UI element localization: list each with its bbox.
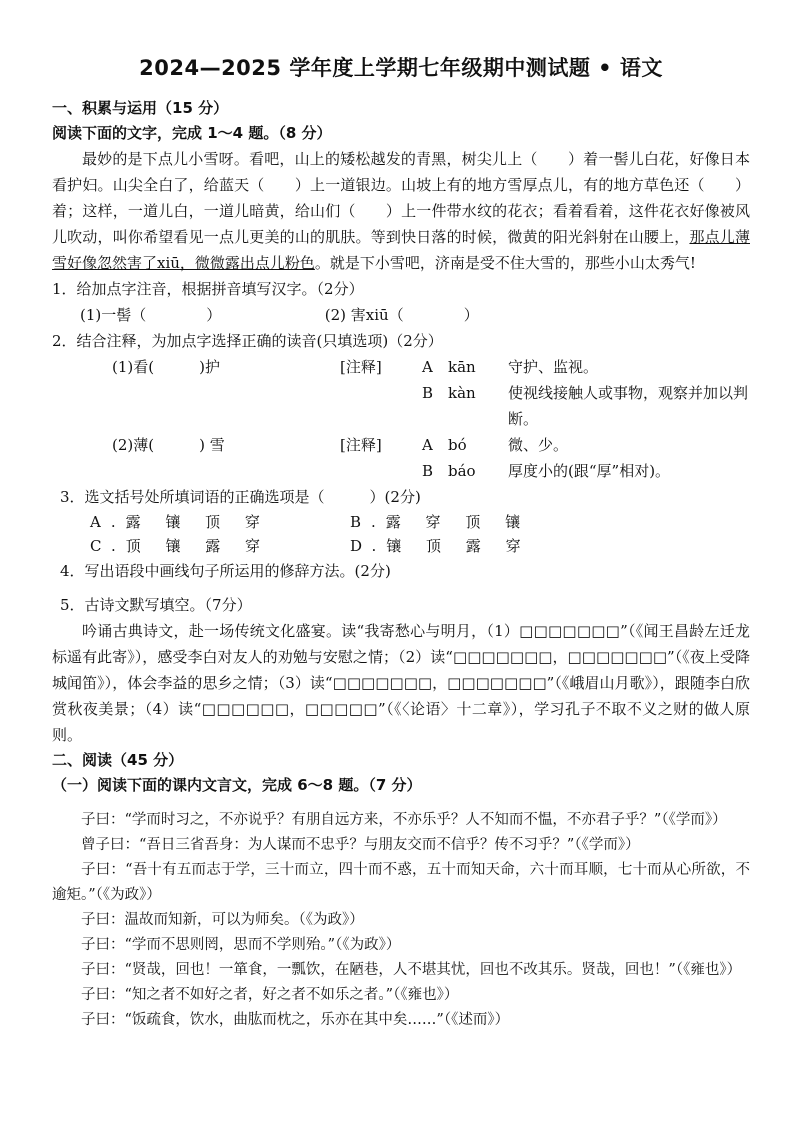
classical-line: 子曰：温故而知新，可以为师矣。（《为政》） — [81, 912, 364, 928]
q2-item1-b — [52, 380, 750, 432]
q2-item2-b — [52, 458, 750, 484]
page-title: 2024—2025 学年度上学期七年级期中测试题 • 语文 — [139, 56, 663, 80]
classical-line: 子曰：“饭疏食，饮水，曲肱而枕之，乐亦在其中矣……”（《述而》） — [81, 1012, 510, 1028]
passage-end: 。就是下小雪吧，济南是受不住大雪的，那些小山太秀气! — [314, 254, 696, 272]
q2-opt-pinyin: kān — [448, 358, 476, 376]
classical-line: 子曰：“贤哉，回也！一箪食，一瓢饮，在陋巷，人不堪其忧，回也不改其乐。贤哉，回也！”（《雍也》） — [81, 962, 742, 978]
q1-blank-b: (2) 害xiū（ ） — [324, 306, 479, 324]
question-2: 2．结合注释，为加点字选择正确的读音(只填选项)（2分） — [52, 332, 443, 350]
section1-instruction: 阅读下面的文字，完成 1～4 题。（8 分） — [52, 124, 332, 142]
q3-option-c: C.顶 镶 露 穿 — [90, 537, 271, 555]
passage — [52, 146, 750, 276]
q3-option-b: B.露 穿 顶 镶 — [350, 513, 531, 531]
classical-line: 子曰：“吾十有五而志于学，三十而立，四十而不惑，五十而知天命，六十而耳顺，七十而从心所欲，不逾矩。”（《为政》） — [52, 862, 750, 903]
q2-opt-meaning: 守护、监视。 — [508, 358, 599, 376]
question-3: 3．选文括号处所填词语的正确选项是（ ）(2分) — [60, 488, 421, 506]
q2-opt-meaning: 使视线接触人或事物，观察并加以判断。 — [508, 384, 749, 428]
classical-line: 曾子曰：“吾日三省吾身：为人谋而不忠乎？与朋友交而不信乎？传不习乎？”（《学而》） — [81, 837, 640, 853]
q2-opt-letter: B — [422, 462, 434, 480]
q2-item1 — [52, 354, 750, 380]
q2-opt-pinyin: báo — [448, 462, 476, 480]
q2-opt-meaning: 厚度小的(跟“厚”相对)。 — [508, 462, 671, 480]
q1-blank-a: (1)一髻（ ） — [80, 306, 222, 324]
q2-item2 — [52, 432, 750, 458]
classical-line: 子曰：“知之者不如好之者，好之者不如乐之者。”（《雍也》） — [81, 987, 459, 1003]
q2-opt-letter: A — [422, 358, 433, 376]
q2-opt-letter: B — [422, 384, 434, 402]
question-5: 5．古诗文默写填空。（7分） — [60, 596, 252, 614]
q2-opt-meaning: 微、少。 — [508, 436, 569, 454]
classical-text — [52, 808, 750, 1033]
passage-underlined-sentence: 那点儿薄雪好像忽然害了xiū，微微露出点儿粉色 — [52, 228, 750, 272]
question-1: 1．给加点字注音，根据拼音填写汉字。（2分） — [52, 280, 364, 298]
question-4: 4．写出语段中画线句子所运用的修辞方法。(2分) — [60, 562, 391, 580]
classical-line: 子曰：“学而时习之，不亦说乎？有朋自远方来，不亦乐乎？人不知而不愠，不亦君子乎？”（《学而》） — [81, 812, 727, 828]
question-1-answers — [52, 302, 750, 328]
section1-heading: 一、积累与运用（15 分） — [52, 99, 229, 117]
q2-opt-pinyin: kàn — [448, 384, 476, 402]
q5-body: 吟诵古典诗文，赴一场传统文化盛宴。读“我寄愁心与明月，（1）□□□□□□□”（《闻王昌龄左迁龙标遥有此寄》），感受李白对友人的劝勉与安慰之情；（2）读“□□□□□□□，□□□□□□□”（《夜上受降城闻笛》），体会李益的思乡之情；（3）读“□□□□□□□，□□□□□□□”（《峨眉山月歌》），跟随李白欣赏秋夜美景；（4）读“□□□□□□，□□□□□”（《〈论语〉十二章》），学习孔子不取不义之财的做人原则。 — [52, 622, 750, 744]
q2-opt-letter: A — [422, 436, 433, 454]
q2-item2-label: (2)薄( ) 雪 — [112, 436, 225, 454]
q2-note: [注释] — [340, 436, 382, 454]
section2-sub-heading: （一）阅读下面的课内文言文，完成 6～8 题。（7 分） — [52, 776, 422, 794]
section2-heading: 二、阅读（45 分） — [52, 751, 184, 769]
q2-note: [注释] — [340, 358, 382, 376]
passage-main: 最妙的是下点儿小雪呀。看吧，山上的矮松越发的青黑，树尖儿上（ ）着一髻儿白花，好像日本看护妇。山尖全白了，给蓝天（ ）上一道银边。山坡上有的地方雪厚点儿，有的地方草色还（ ）着；这样，一道儿白，一道儿暗黄，给山们（ ）上一件带水纹的花衣；看着看着，这件花衣好像被风儿吹动，叫你希望看见一点儿更美的山的肌肤。等到快日落的时候，微黄的阳光斜射在山腰上， — [52, 150, 750, 246]
q3-option-a: A.露 镶 顶 穿 — [90, 513, 270, 531]
classical-line: 子曰：“学而不思则罔，思而不学则殆。”（《为政》） — [81, 937, 401, 953]
q3-option-d: D.镶 顶 露 穿 — [350, 537, 531, 555]
q2-opt-pinyin: bó — [448, 436, 467, 454]
q3-options — [52, 510, 750, 558]
q2-item1-label: (1)看( )护 — [112, 358, 220, 376]
